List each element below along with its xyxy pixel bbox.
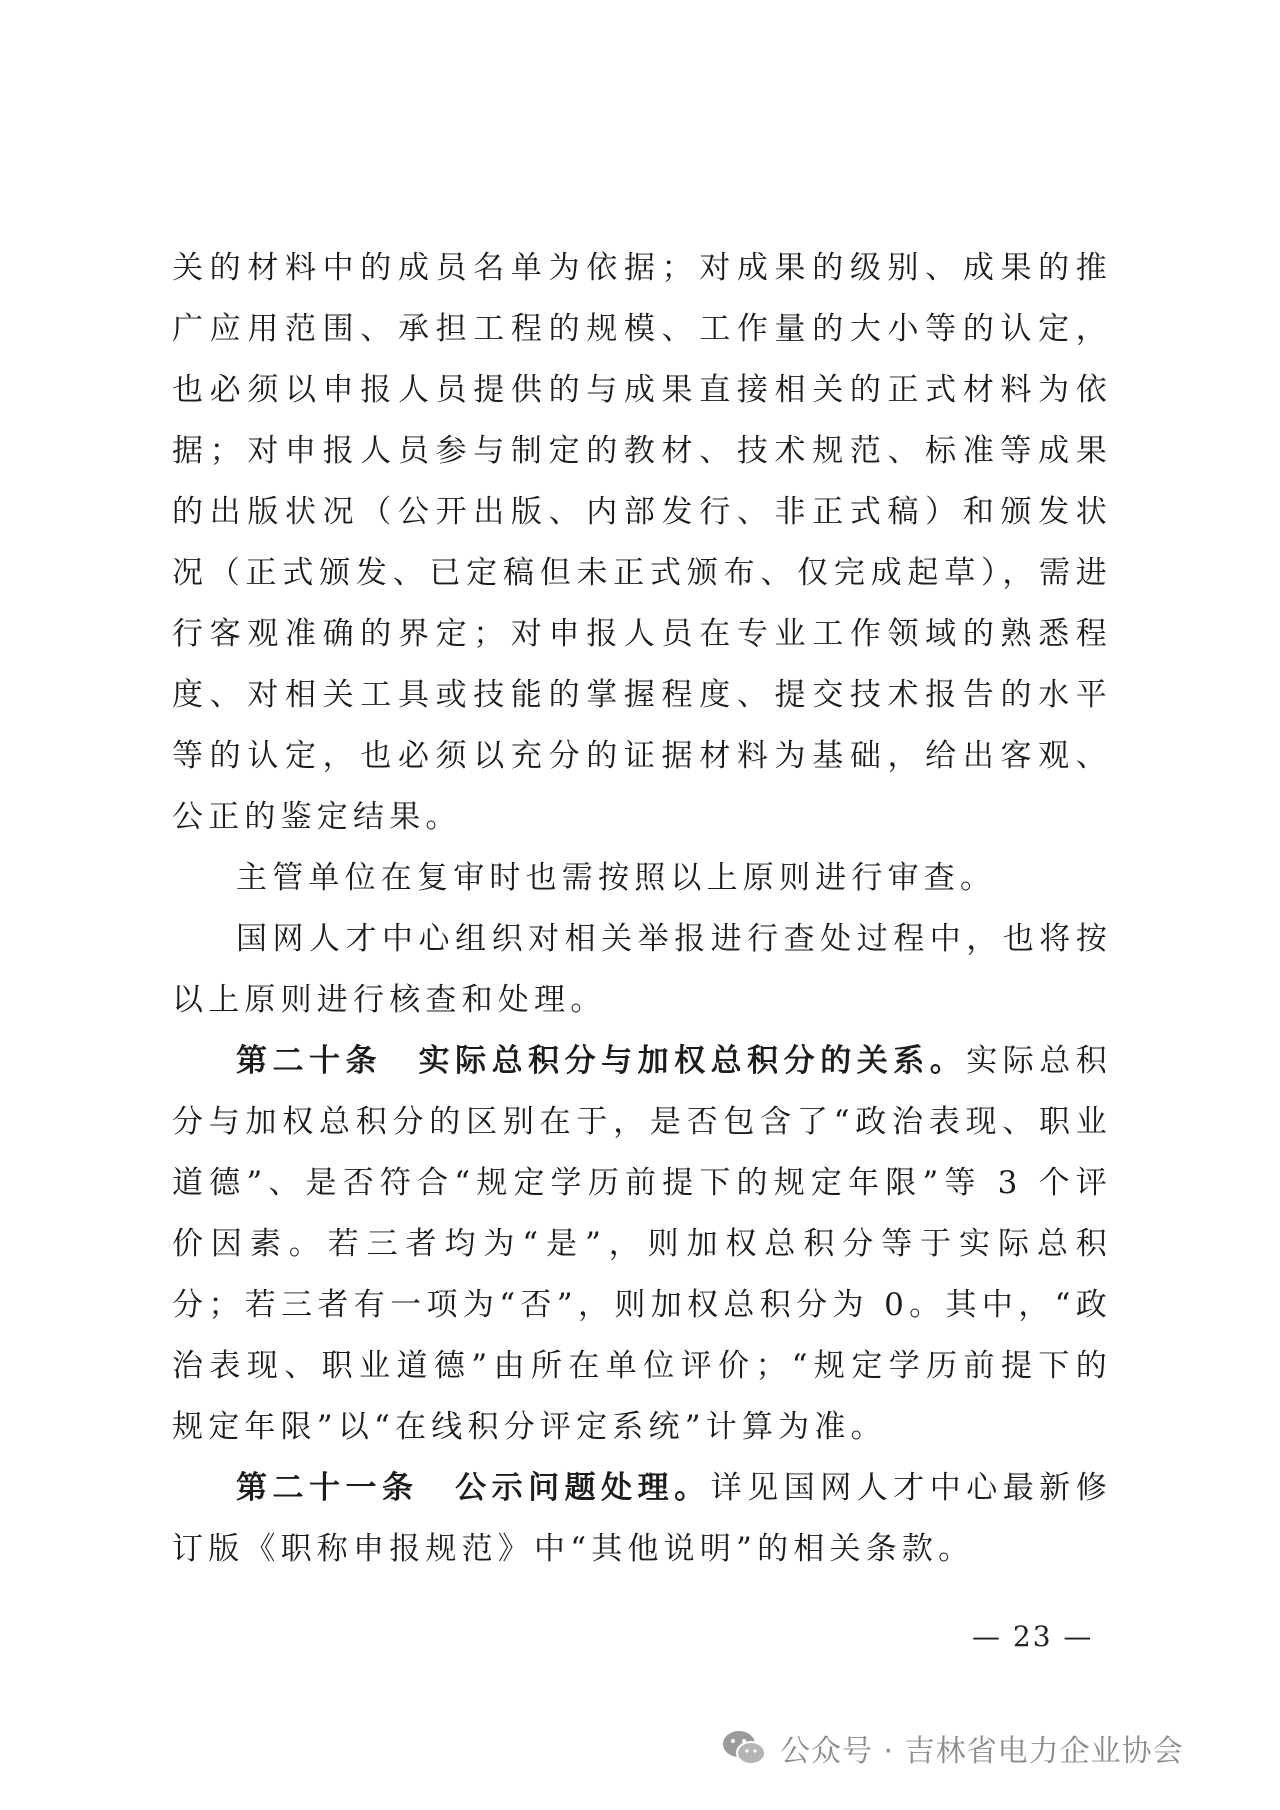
paragraph-report-handling: 国网人才中心组织对相关举报进行查处过程中，也将按以上原则进行核查和处理。 [172,921,1112,1018]
article-20-text: 实际总积分与加权总积分的区别在于，是否包含了“政治表现、职业道德”、是否符合“规定学历前提下的规定年限”等 3 个评价因素。若三者均为“是”，则加权总积分等于实际总积分；若三者有一项为“否”，则加权总积分为 0。其中，“政治表现、职业道德”由所在单位评价；“规定学历前提下的规定年限”以“在线积分评定系统”计算为准。 [172,1043,1112,1445]
page-number: — 23 — [972,1620,1094,1653]
paragraph-review: 主管单位在复审时也需按照以上原则进行审查。 [236,860,997,896]
document-body [172,238,1112,1580]
article-20 [172,1031,1112,1458]
paragraph-continuation: 关的材料中的成员名单为依据；对成果的级别、成果的推广应用范围、承担工程的规模、工作量的大小等的认定，也必须以申报人员提供的与成果直接相关的正式材料为依据；对申报人员参与制定的教材、技术规范、标准等成果的出版状况（公开出版、内部发行、非正式稿）和颁发状况（正式颁发、已定稿但未正式颁布、仅完成起草），需进行客观准确的界定；对申报人员在专业工作领域的熟悉程度、对相关工具或技能的掌握程度、提交技术报告的水平等的认定，也必须以充分的证据材料为基础，给出客观、公正的鉴定结果。 [172,250,1112,835]
article-21-text: 详见国网人才中心最新修订版《职称申报规范》中“其他说明”的相关条款。 [172,1470,1112,1567]
watermark [720,1720,1184,1776]
article-21 [172,1458,1112,1580]
article-20-heading: 第二十条 实际总积分与加权总积分的关系。 [236,1043,967,1079]
watermark-text: 公众号 · 吉林省电力企业协会 [780,1734,1184,1769]
article-21-heading: 第二十一条 公示问题处理。 [236,1470,711,1506]
wechat-icon [720,1728,768,1768]
